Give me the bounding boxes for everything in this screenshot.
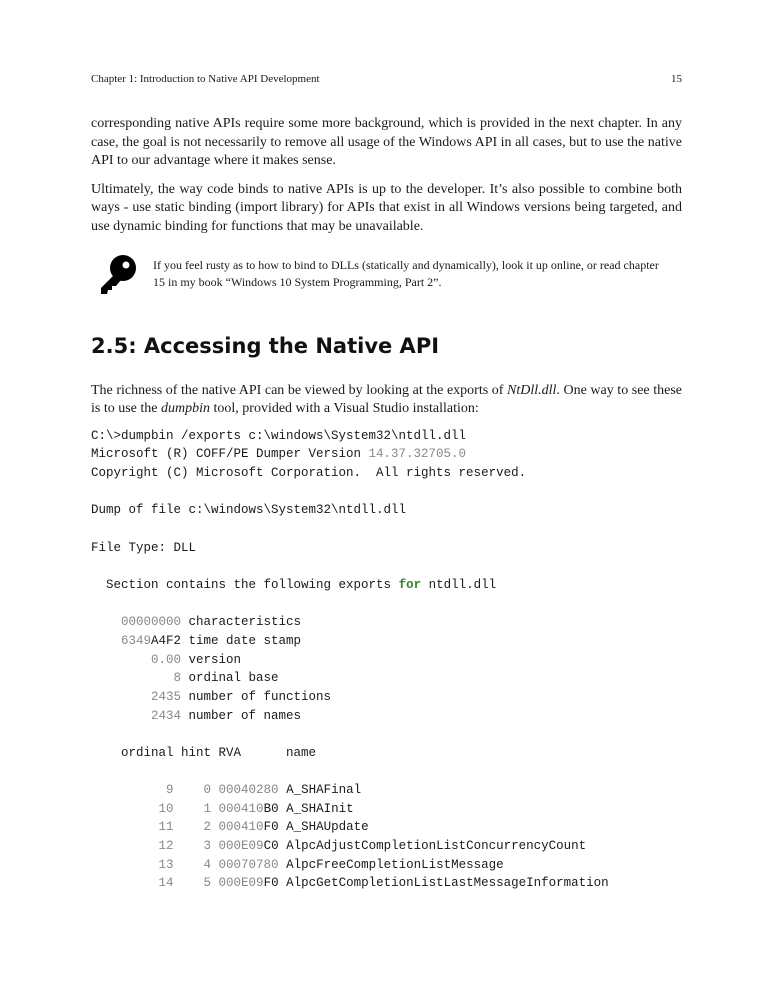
key-icon [97, 254, 137, 296]
code-number: 5 000E09 [203, 876, 264, 891]
code-number: 2435 [151, 689, 182, 704]
code-text: ordinal base [181, 671, 279, 686]
code-number: 4 00070780 [203, 857, 279, 872]
code-text: Copyright (C) Microsoft Corporation. All rights reserved. [91, 466, 527, 481]
code-text: A_SHAFinal [278, 783, 362, 798]
chapter-title: Chapter 1: Introduction to Native API Development [91, 73, 320, 85]
code-line [91, 464, 682, 483]
code-text [91, 690, 151, 704]
code-line [91, 707, 682, 726]
code-number: 13 [158, 857, 174, 872]
code-text [174, 802, 204, 816]
code-number: 1 000410 [203, 801, 264, 816]
intro-text: The richness of the native API can be viewed by looking at the exports of [91, 382, 508, 398]
code-text [91, 634, 121, 648]
code-number: 3 000E09 [203, 839, 264, 854]
code-text [91, 615, 121, 629]
dll-name: NtDll.dll [507, 382, 557, 398]
code-text [91, 671, 174, 685]
code-line [91, 688, 682, 707]
code-text [91, 802, 159, 816]
code-number: 6349 [121, 633, 152, 648]
code-line [91, 781, 682, 800]
code-line [91, 744, 682, 763]
code-number: 2434 [151, 708, 182, 723]
code-text [91, 839, 159, 853]
code-text: Dump of file c:\windows\System32\ntdll.dll [91, 503, 407, 518]
code-number: 10 [158, 801, 174, 816]
code-text: number of names [181, 708, 302, 723]
code-block [91, 427, 682, 893]
code-number: 00000000 [121, 615, 182, 630]
code-text: C0 AlpcAdjustCompletionListConcurrencyCount [263, 839, 587, 854]
intro-text: tool, provided with a Visual Studio installation: [210, 401, 479, 417]
code-text [91, 783, 166, 797]
code-number: 2 000410 [203, 820, 264, 835]
code-text: File Type: DLL [91, 540, 197, 555]
code-number: 8 [173, 671, 182, 686]
code-line [91, 725, 682, 744]
code-line [91, 800, 682, 819]
tip-note: If you feel rusty as to how to bind to DLLs (statically and dynamically), look it up online, or read chapter 15 in my book “Windows 10 System Programming, Part 2”. [153, 257, 659, 289]
code-text: Microsoft (R) COFF/PE Dumper Version [91, 447, 369, 462]
code-text [91, 653, 151, 667]
code-line [91, 501, 682, 520]
code-text [91, 820, 159, 834]
paragraph: corresponding native APIs require some more background, which is provided in the next chapter. In any case, the goal is not necessarily to remove all usage of the Windows API in all cases, but to use the native API to our advantage where it makes sense. [91, 116, 682, 169]
code-line [91, 576, 682, 595]
page-number: 15 [671, 73, 682, 85]
code-text [91, 858, 159, 872]
code-text: F0 AlpcGetCompletionListLastMessageInformation [263, 876, 609, 891]
code-text [174, 783, 204, 797]
code-line [91, 483, 682, 502]
code-number: 0.00 [151, 652, 182, 667]
paragraph: Ultimately, the way code binds to native APIs is up to the developer. It’s also possible to combine both ways - use static binding (import library) for APIs that exist in all Windows versions being targeted, and use dynamic binding for functions that may be unavailable. [91, 181, 682, 234]
running-header [91, 72, 682, 86]
code-text [91, 876, 159, 890]
code-text [174, 820, 204, 834]
tool-name: dumpbin [161, 401, 210, 417]
section-heading: 2.5: Accessing the Native API [91, 333, 440, 358]
code-line [91, 595, 682, 614]
code-line [91, 669, 682, 688]
code-line [91, 539, 682, 558]
code-text: A4F2 time date stamp [151, 633, 302, 648]
code-line [91, 445, 682, 464]
code-line [91, 818, 682, 837]
code-text [174, 858, 204, 872]
code-number: 12 [158, 839, 174, 854]
code-number: 14 [158, 876, 174, 891]
intro-text: . One way to see these is to use the [91, 382, 682, 417]
code-text: version [181, 652, 242, 667]
code-keyword: for [398, 577, 422, 592]
intro-paragraph [91, 382, 682, 419]
code-text: Section contains the following exports [91, 577, 399, 592]
code-line [91, 762, 682, 781]
code-line [91, 557, 682, 576]
code-text [174, 876, 204, 890]
code-line [91, 613, 682, 632]
code-text: ordinal hint RVA name [91, 745, 317, 760]
tip-callout [91, 257, 682, 296]
code-line [91, 856, 682, 875]
code-text [174, 839, 204, 853]
code-text: characteristics [181, 615, 302, 630]
code-line [91, 651, 682, 670]
code-text: C:\>dumpbin /exports c:\windows\System32\ntdll.dll [91, 428, 467, 443]
code-text [91, 709, 151, 723]
code-line [91, 632, 682, 651]
code-number: 0 00040280 [203, 783, 279, 798]
code-number: 9 [166, 783, 174, 798]
code-text: B0 A_SHAInit [263, 801, 354, 816]
code-text: ntdll.dll [421, 577, 497, 592]
code-text: AlpcFreeCompletionListMessage [278, 857, 504, 872]
code-line [91, 874, 682, 893]
code-number: 14.37.32705.0 [368, 447, 467, 462]
code-text: number of functions [181, 689, 332, 704]
code-line [91, 520, 682, 539]
code-number: 11 [158, 820, 174, 835]
code-line [91, 427, 682, 446]
code-text: F0 A_SHAUpdate [263, 820, 369, 835]
code-line [91, 837, 682, 856]
